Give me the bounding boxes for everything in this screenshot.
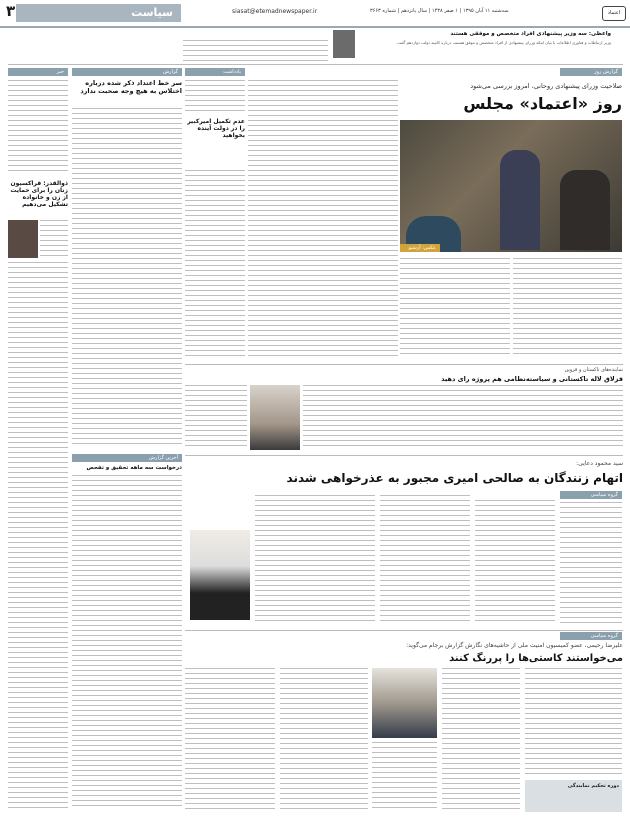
third-story-tag: گروه سیاسی bbox=[560, 632, 622, 640]
main-story-title: روز «اعتماد» مجلس bbox=[463, 94, 622, 113]
third-story-box: دوره تحکیم نمایندگی bbox=[525, 780, 622, 812]
top-story-title: واعظی: سه وزیر پیشنهادی افراد متخصص و موفقی هستند bbox=[450, 31, 611, 37]
left-tag: خبر bbox=[8, 68, 68, 76]
third-story-title: می‌خواستند کاستی‌ها را پررنگ کنند bbox=[449, 653, 623, 664]
mid-story-kicker: نماینده‌های تاکستان و قزوین bbox=[564, 367, 623, 373]
issue-date: سه‌شنبه ۱۱ آبان ۱۳۹۵ | ۱ صفر ۱۴۳۸ | سال پانزدهم | شماره ۳۶۶۳ bbox=[370, 8, 509, 14]
third-story-text-1 bbox=[185, 668, 275, 813]
third-story-text-3 bbox=[372, 742, 437, 812]
left-portrait bbox=[8, 220, 38, 258]
left-tag-2: گزارش bbox=[72, 68, 182, 76]
second-story-text-3 bbox=[475, 500, 555, 625]
mid-story-title: قزلاق لاله تاکستانی و سیاسته‌نظامی هم پروژه رای دهید bbox=[441, 375, 623, 383]
left-column-text bbox=[8, 80, 68, 175]
main-story-text-1 bbox=[400, 258, 510, 358]
mid-text-top bbox=[185, 80, 245, 115]
bottom-left-tag: آخرین گزارش bbox=[72, 454, 182, 462]
photo-caption: عکس: آرشیو bbox=[400, 244, 440, 252]
left-column-body bbox=[8, 262, 68, 810]
section-email: siasat@etemadnewspaper.ir bbox=[232, 8, 318, 15]
mid-story-text-1 bbox=[185, 385, 247, 450]
divider-3 bbox=[185, 455, 623, 456]
mid-story-photo bbox=[250, 385, 300, 450]
top-story bbox=[183, 28, 623, 64]
photo-figure-2 bbox=[500, 150, 540, 250]
second-story-title: اتهام زنندگان به صالحی امیری مجبور به عذرخواهی شدند bbox=[286, 471, 623, 485]
third-story-text-2 bbox=[280, 668, 368, 813]
photo-figure-3 bbox=[560, 170, 610, 250]
newspaper-logo: اعتماد bbox=[602, 6, 626, 21]
main-story-tag: گزارش روز bbox=[560, 68, 622, 76]
third-story-text-4 bbox=[442, 668, 520, 813]
second-story-tag: گروه سیاسی bbox=[560, 491, 622, 499]
mid-quote: عدم تکمیل امیرکبیر را در دولت آینده بخواهید bbox=[187, 118, 245, 139]
main-story-kicker: صلاحیت وزرای پیشنهادی روحانی، امروز بررسی می‌شود bbox=[470, 82, 622, 90]
third-story-kicker: علیرضا رحیمی، عضو کمیسیون امنیت ملی از حاشیه‌های نگارش گزارش برجام می‌گوید: bbox=[406, 642, 623, 649]
third-story-text-5 bbox=[525, 668, 622, 778]
mid-column-head: سر خط اعتداد ذکر شده درباره اختلاس به هیچ وجه صحبت ندارد bbox=[80, 79, 182, 95]
bottom-left-head: درخواست سه ماهه تحقیق و تفحص bbox=[86, 465, 182, 471]
divider-4 bbox=[185, 630, 623, 631]
page-number: ۳ bbox=[6, 2, 16, 20]
second-story-text-4 bbox=[560, 502, 622, 625]
col4-text bbox=[248, 80, 398, 360]
second-story-photo bbox=[190, 530, 250, 620]
second-story-text-2 bbox=[380, 495, 470, 625]
section-label: سیاست bbox=[16, 4, 181, 22]
divider-2 bbox=[185, 364, 623, 365]
mid-story-text-2 bbox=[303, 385, 623, 450]
divider bbox=[8, 64, 623, 65]
mid-text-bottom bbox=[185, 170, 245, 360]
main-story-text-2 bbox=[513, 258, 622, 358]
second-story-kicker: سید محمود دعایی: bbox=[576, 460, 623, 467]
left-quote-head: ذوالقدر: فراکسیون زنان را برای حمایت از زن و خانواده تشکیل می‌دهیم bbox=[10, 180, 68, 208]
mid-column-text bbox=[72, 108, 182, 448]
page-header bbox=[0, 0, 630, 28]
top-story-lead: وزیر ارتباطات و فناوری اطلاعات با بیان اینکه وزرای پیشنهادی از افراد متخصص و موفق هستند، درباره کابینه دولت دوازدهم گفت. bbox=[396, 40, 611, 45]
main-story-photo bbox=[400, 120, 622, 252]
top-story-lead-extra bbox=[183, 40, 328, 64]
third-story-photo bbox=[372, 668, 437, 738]
left-portrait-caption bbox=[40, 220, 68, 258]
second-story-text-1 bbox=[255, 495, 375, 625]
mid-tag: یادداشت bbox=[185, 68, 245, 76]
bottom-left-text bbox=[72, 475, 182, 810]
top-story-photo bbox=[333, 30, 355, 58]
